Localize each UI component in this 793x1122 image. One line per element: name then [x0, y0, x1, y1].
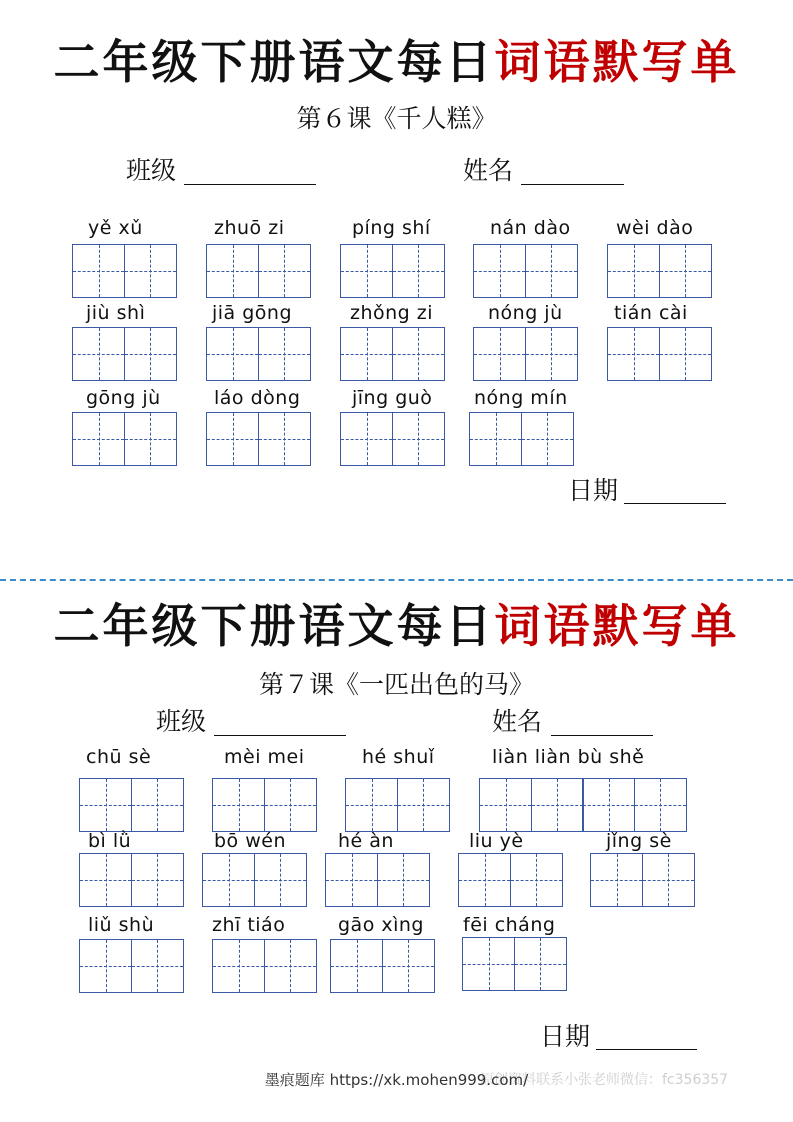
word-writing-box[interactable] [458, 853, 563, 907]
word-pinyin: píng shí [352, 217, 431, 239]
sheet2-class-blank[interactable] [214, 735, 346, 736]
word-pinyin: jǐng sè [606, 830, 672, 852]
word-pinyin: jiù shì [86, 302, 146, 324]
sheet1-class-label: 班级 [126, 156, 177, 185]
word-pinyin: liu yè [469, 830, 524, 852]
word-pinyin: nóng jù [488, 302, 563, 324]
sheet1-name-label: 姓名 [463, 156, 514, 185]
word-pinyin: jīng guò [352, 387, 433, 409]
word-pinyin: mèi mei [224, 746, 305, 768]
word-pinyin: gōng jù [86, 387, 161, 409]
word-writing-box[interactable] [206, 412, 311, 466]
word-writing-box[interactable] [607, 327, 712, 381]
word-pinyin: chū sè [86, 746, 152, 768]
word-writing-box[interactable] [340, 244, 445, 298]
sheet2-lesson-title: 第７课《一匹出色的马》 [258, 670, 534, 699]
sheet-divider [0, 579, 793, 581]
word-pinyin: jiā gōng [212, 302, 293, 324]
word-writing-box[interactable] [79, 853, 184, 907]
word-pinyin: láo dòng [214, 387, 301, 409]
watermark-text: 原创资料联系小张老师微信：fc356357 [480, 1072, 729, 1088]
sheet1-name-blank[interactable] [521, 184, 624, 185]
word-writing-box[interactable] [202, 853, 307, 907]
word-pinyin: yě xǔ [88, 217, 143, 239]
word-pinyin: wèi dào [616, 217, 694, 239]
sheet2-title-red: 词语默写单 [494, 599, 740, 653]
word-writing-box[interactable] [206, 327, 311, 381]
word-writing-box[interactable] [212, 778, 317, 832]
sheet2-date-label: 日期 [540, 1022, 591, 1051]
word-writing-box[interactable] [462, 937, 567, 991]
word-writing-box[interactable] [590, 853, 695, 907]
word-pinyin: zhī tiáo [212, 914, 286, 936]
word-pinyin: liàn liàn bù shě [492, 746, 645, 768]
sheet1-class-blank[interactable] [184, 184, 316, 185]
word-writing-box[interactable] [473, 244, 578, 298]
sheet1-lesson-title: 第６课《千人糕》 [296, 104, 497, 133]
word-pinyin: zhuō zi [214, 217, 285, 239]
word-pinyin: gāo xìng [338, 914, 424, 936]
word-writing-box[interactable] [206, 244, 311, 298]
word-pinyin: hé àn [338, 830, 394, 852]
sheet2-date-blank[interactable] [596, 1049, 697, 1050]
sheet2-class-label: 班级 [156, 707, 207, 736]
word-writing-box[interactable] [345, 778, 450, 832]
word-writing-box[interactable] [479, 778, 687, 832]
word-writing-box[interactable] [340, 327, 445, 381]
word-writing-box[interactable] [212, 939, 317, 993]
sheet1-date-blank[interactable] [624, 503, 726, 504]
sheet1-title [0, 32, 793, 92]
word-writing-box[interactable] [325, 853, 430, 907]
sheet2-title [0, 596, 793, 656]
word-writing-box[interactable] [473, 327, 578, 381]
word-pinyin: bì lǜ [88, 830, 132, 852]
footer-source: 墨痕题库 https://xk.mohen999.com/ [264, 1071, 529, 1089]
word-pinyin: nóng mín [474, 387, 568, 409]
word-pinyin: hé shuǐ [362, 746, 435, 768]
word-writing-box[interactable] [330, 939, 435, 993]
word-pinyin: liǔ shù [88, 914, 155, 936]
sheet2-name-blank[interactable] [551, 735, 653, 736]
word-pinyin: nán dào [490, 217, 571, 239]
word-writing-box[interactable] [469, 412, 574, 466]
word-writing-box[interactable] [72, 327, 177, 381]
sheet1-title-black: 二年级下册语文每日 [53, 35, 495, 89]
word-pinyin: zhǒng zi [350, 302, 434, 324]
sheet2-title-black: 二年级下册语文每日 [53, 599, 495, 653]
word-writing-box[interactable] [72, 412, 177, 466]
word-writing-box[interactable] [79, 778, 184, 832]
word-writing-box[interactable] [79, 939, 184, 993]
word-writing-box[interactable] [607, 244, 712, 298]
word-pinyin: fēi cháng [463, 914, 556, 936]
sheet1-title-red: 词语默写单 [494, 35, 740, 89]
sheet2-name-label: 姓名 [492, 707, 543, 736]
sheet1-date-label: 日期 [568, 476, 619, 505]
word-writing-box[interactable] [340, 412, 445, 466]
word-pinyin: bō wén [214, 830, 286, 852]
word-pinyin: tián cài [614, 302, 688, 324]
word-writing-box[interactable] [72, 244, 177, 298]
